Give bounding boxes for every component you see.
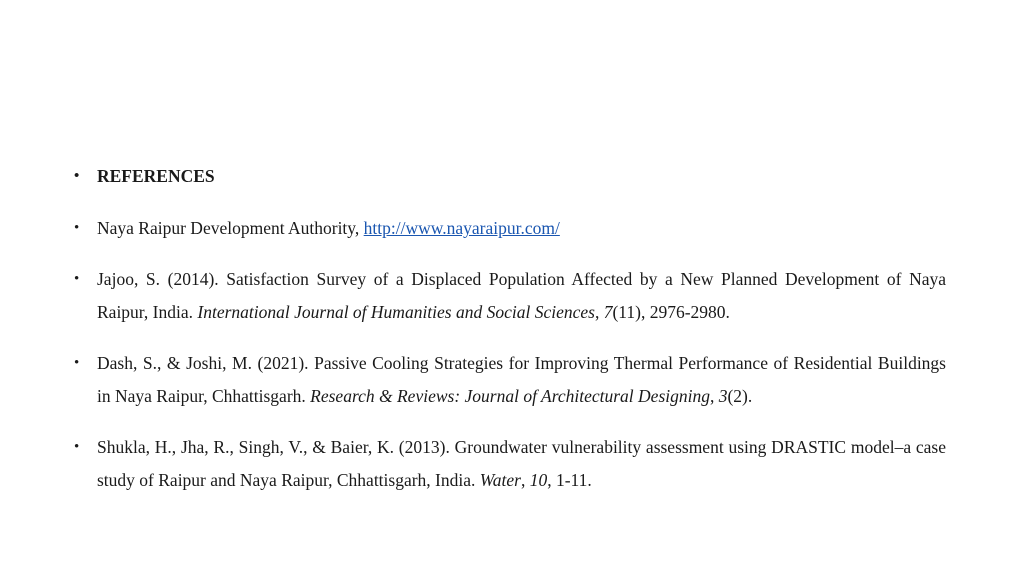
reference-link[interactable]: http://www.nayaraipur.com/: [363, 218, 560, 238]
reference-text: Dash, S., & Joshi, M. (2021). Passive Cooling Strategies for Improving Thermal Performance of Residential Buildings in Naya Raipur, Chhattisgarh.: [97, 353, 946, 406]
bullet-icon: •: [74, 220, 80, 236]
references-heading: [74, 160, 946, 193]
separator: ,: [520, 470, 530, 490]
bullet-icon: •: [74, 168, 80, 184]
issue-pages: , 1-11.: [547, 470, 592, 490]
heading-text: REFERENCES: [97, 166, 215, 186]
reference-item-4: [74, 431, 946, 497]
bullet-icon: •: [74, 439, 80, 455]
volume: 10: [529, 470, 548, 490]
issue-pages: (2).: [727, 386, 753, 406]
journal-title: Research & Reviews: Journal of Architectural Designing: [310, 386, 710, 406]
reference-item-1: [74, 212, 946, 245]
reference-text: Shukla, H., Jha, R., Singh, V., & Baier, K. (2013). Groundwater vulnerability assessment using DRASTIC model–a case study of Raipur and Naya Raipur, Chhattisgarh, India.: [97, 437, 946, 490]
reference-item-2: [74, 263, 946, 329]
volume: 7: [603, 302, 613, 322]
journal-title: International Journal of Humanities and Social Sciences: [197, 302, 595, 322]
reference-list: [74, 160, 946, 497]
reference-text: Jajoo, S. (2014). Satisfaction Survey of a Displaced Population Affected by a New Planned Development of Naya Raipur, India.: [97, 269, 946, 322]
reference-text: Naya Raipur Development Authority,: [97, 218, 364, 238]
reference-item-3: [74, 347, 946, 413]
issue-pages: (11), 2976-2980.: [612, 302, 730, 322]
journal-title: Water: [479, 470, 521, 490]
bullet-icon: •: [74, 355, 80, 371]
separator: ,: [594, 302, 604, 322]
bullet-icon: •: [74, 271, 80, 287]
separator: ,: [709, 386, 719, 406]
volume: 3: [718, 386, 728, 406]
